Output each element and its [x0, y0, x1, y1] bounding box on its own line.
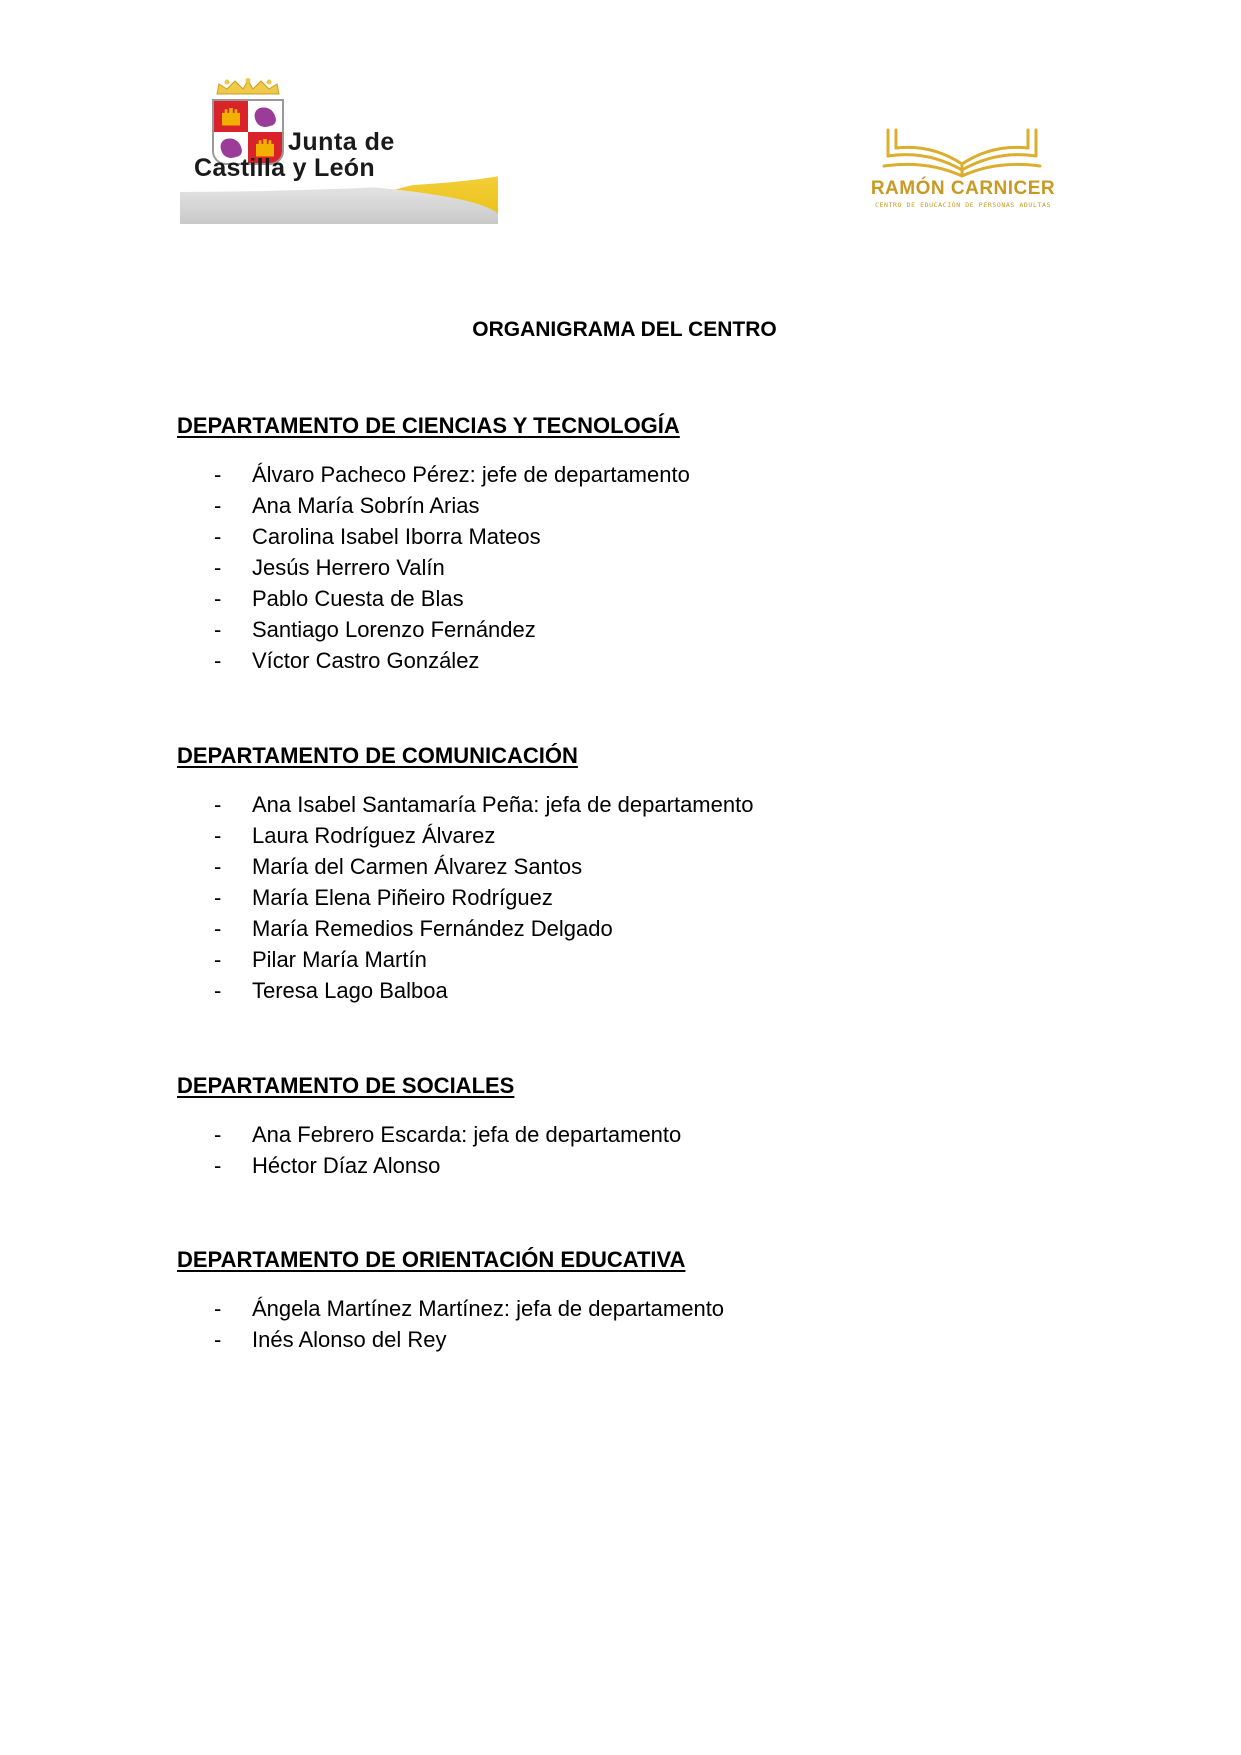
- list-item: - Santiago Lorenzo Fernández: [214, 617, 536, 642]
- list-item: - Laura Rodríguez Álvarez: [214, 823, 496, 848]
- list-item: - Pablo Cuesta de Blas: [214, 586, 464, 611]
- ramon-carnicer-name: RAMÓN CARNICER: [870, 178, 1056, 199]
- list-item: - Ana María Sobrín Arias: [214, 493, 480, 518]
- list-item: - Carolina Isabel Iborra Mateos: [214, 524, 541, 549]
- list-item: - Ana Isabel Santamaría Peña: jefa de departamento: [214, 792, 754, 817]
- department-heading: DEPARTAMENTO DE ORIENTACIÓN EDUCATIVA: [177, 1247, 686, 1272]
- department-ciencias-tecnologia: [177, 413, 1077, 676]
- logo-text-line2: Castilla y León: [194, 154, 375, 182]
- member-list: [177, 1293, 1077, 1355]
- lion-icon: [253, 104, 277, 128]
- list-item: - Jesús Herrero Valín: [214, 555, 445, 580]
- junta-castilla-leon-logo: [180, 72, 498, 224]
- ramon-carnicer-logo: [858, 126, 1068, 210]
- logo-text-line1: Junta de: [288, 128, 395, 156]
- department-heading: DEPARTAMENTO DE COMUNICACIÓN: [177, 743, 578, 768]
- member-list: [177, 459, 1077, 676]
- list-item: - Álvaro Pacheco Pérez: jefe de departamento: [214, 462, 690, 487]
- open-book-icon: [882, 126, 1042, 178]
- member-list: [177, 789, 1077, 1006]
- list-item: - María Elena Piñeiro Rodríguez: [214, 885, 553, 910]
- department-sociales: [177, 1073, 1077, 1181]
- department-comunicacion: [177, 743, 1077, 1006]
- list-item: - María Remedios Fernández Delgado: [214, 916, 613, 941]
- list-item: - Ángela Martínez Martínez: jefa de departamento: [214, 1296, 725, 1321]
- list-item: - Víctor Castro González: [214, 648, 480, 673]
- list-item: - Ana Febrero Escarda: jefa de departamento: [214, 1122, 682, 1147]
- member-list: [177, 1119, 1077, 1181]
- castle-icon: [222, 108, 240, 126]
- department-orientacion-educativa: [177, 1247, 1077, 1355]
- list-item: - Teresa Lago Balboa: [214, 978, 448, 1003]
- ramon-carnicer-subtitle: CENTRO DE EDUCACIÓN DE PERSONAS ADULTAS: [874, 201, 1052, 209]
- list-item: - Inés Alonso del Rey: [214, 1327, 447, 1352]
- department-heading: DEPARTAMENTO DE SOCIALES: [177, 1073, 515, 1098]
- crown-icon: [215, 78, 281, 96]
- list-item: - Héctor Díaz Alonso: [214, 1153, 441, 1178]
- department-heading: DEPARTAMENTO DE CIENCIAS Y TECNOLOGÍA: [177, 413, 680, 438]
- page-title: ORGANIGRAMA DEL CENTRO: [472, 318, 777, 341]
- list-item: - Pilar María Martín: [214, 947, 427, 972]
- list-item: - María del Carmen Álvarez Santos: [214, 854, 583, 879]
